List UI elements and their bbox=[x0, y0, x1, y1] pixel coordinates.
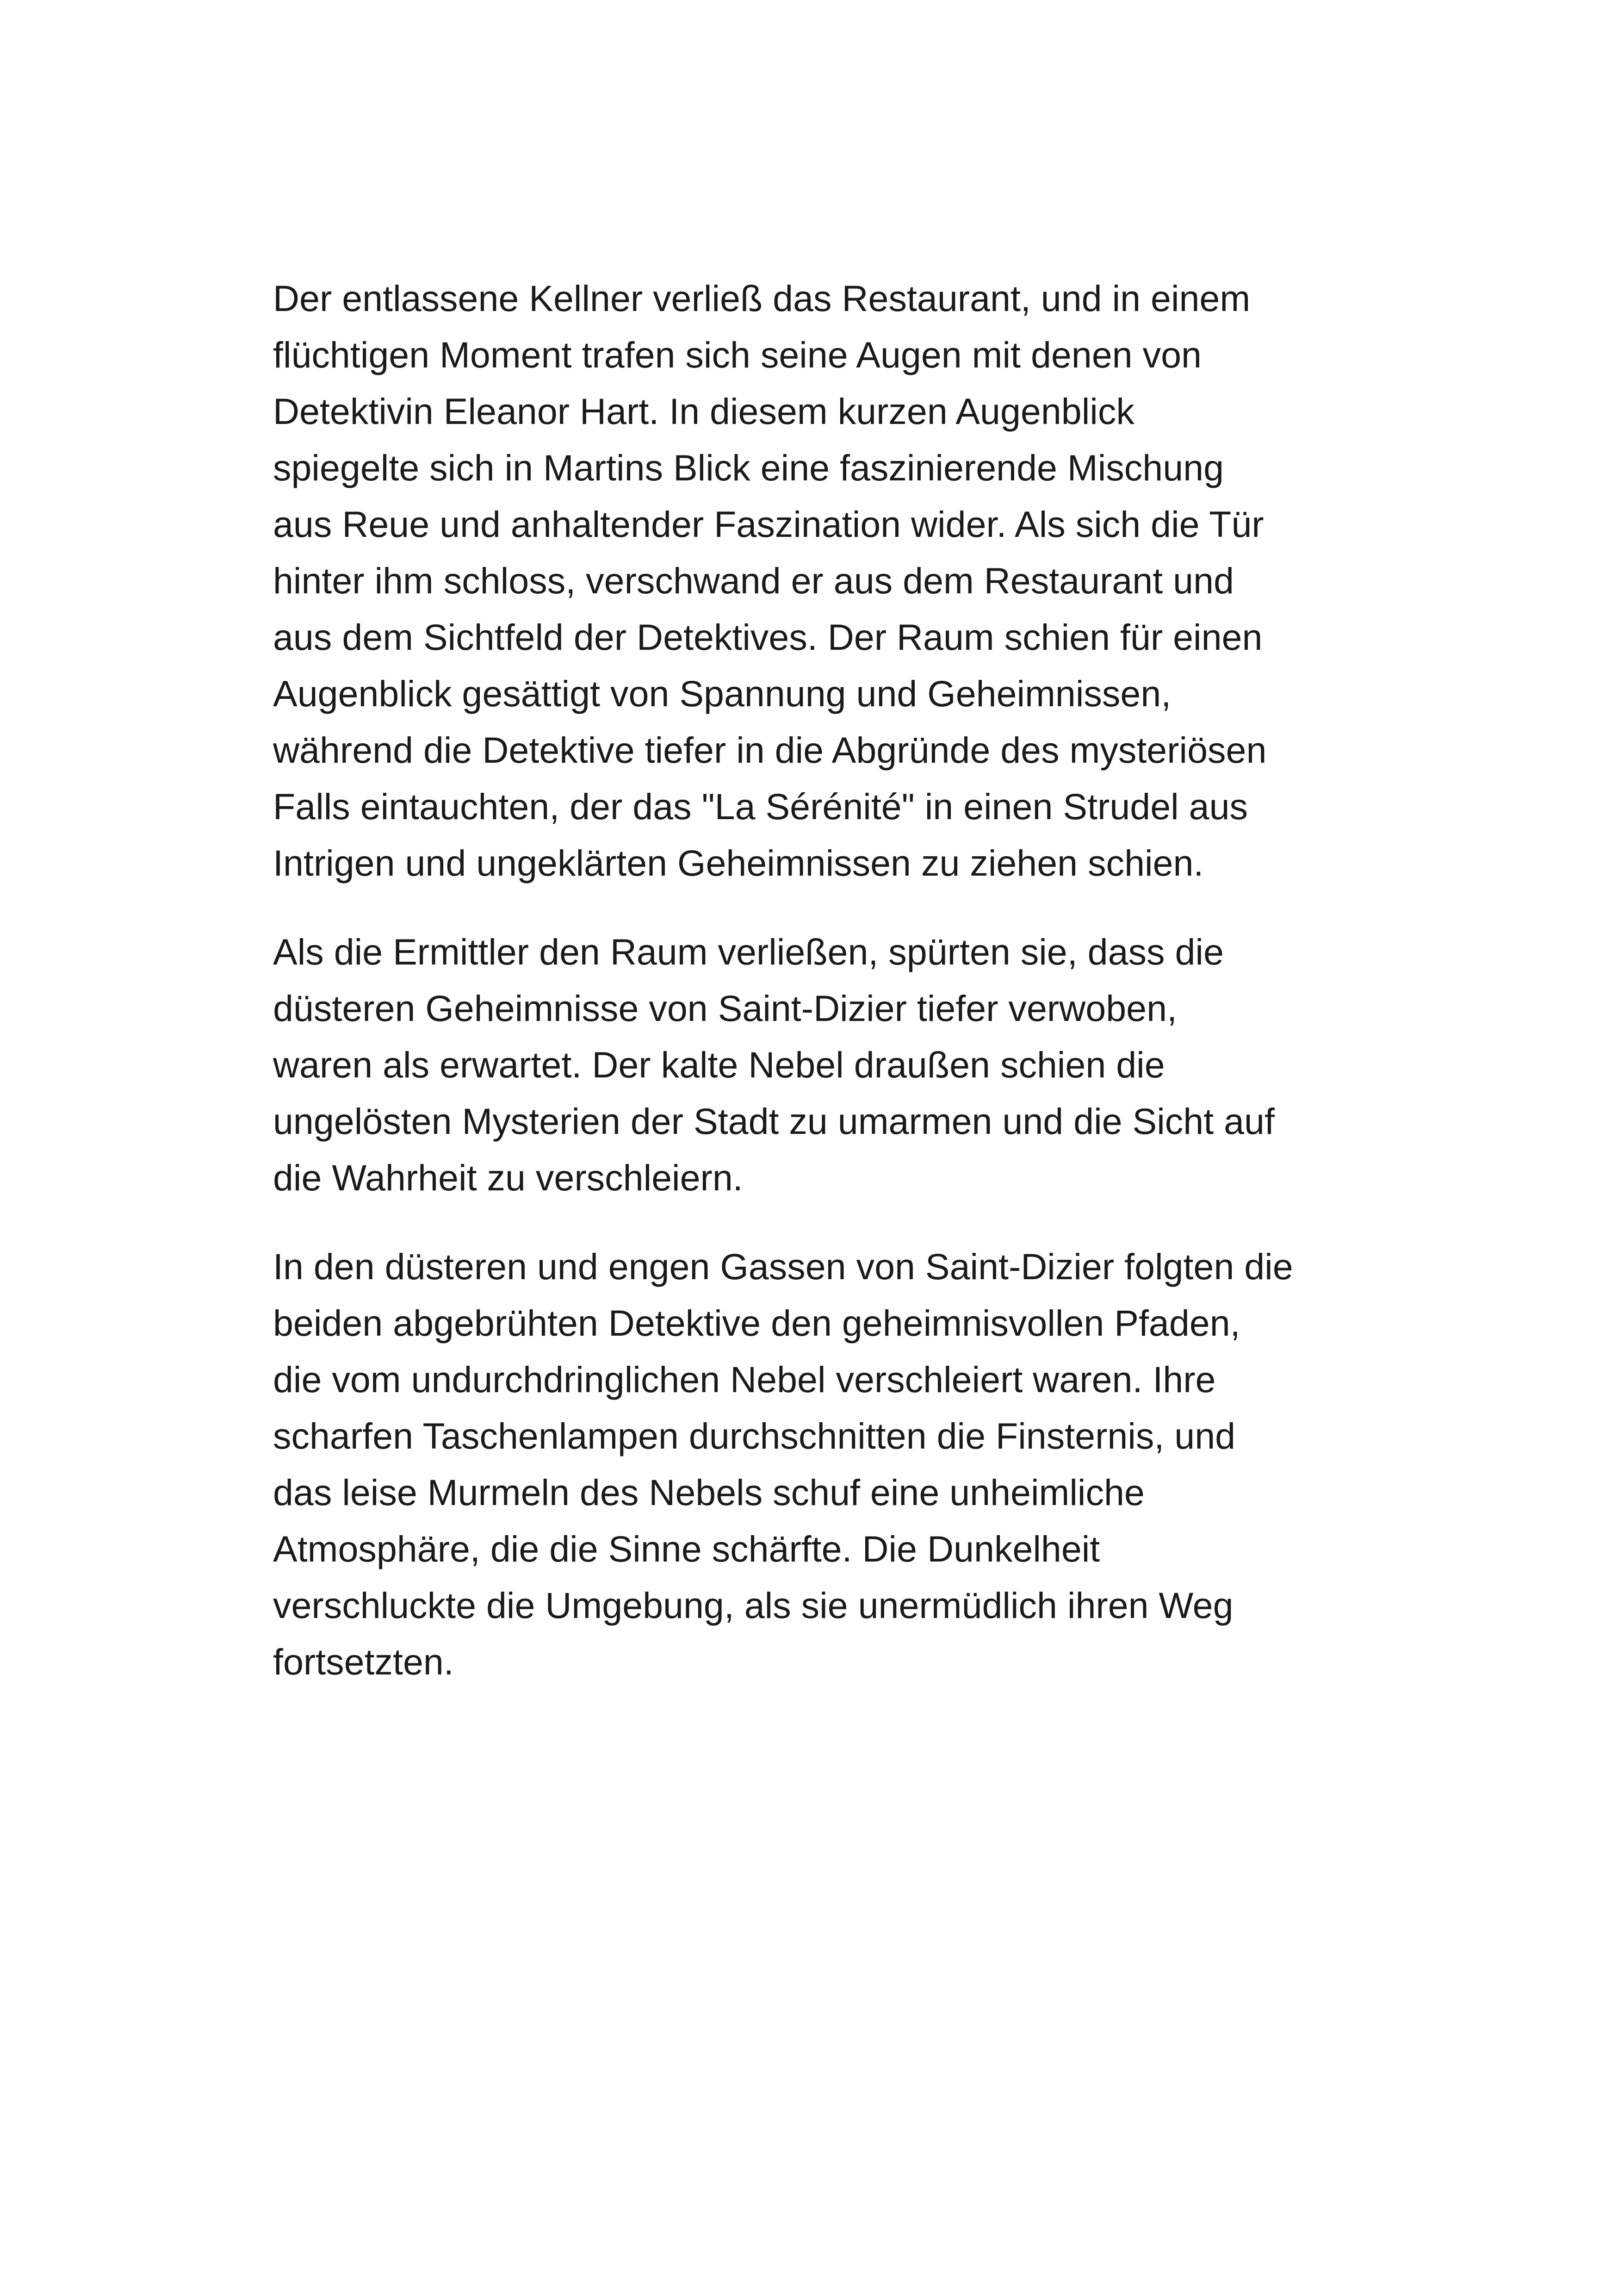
text-line: Detektivin Eleanor Hart. In diesem kurzen Augenblick bbox=[273, 391, 1134, 432]
text-line: hinter ihm schloss, verschwand er aus dem Restaurant und bbox=[273, 560, 1234, 601]
text-line: die Wahrheit zu verschleiern. bbox=[273, 1157, 743, 1198]
paragraph-1 bbox=[273, 270, 1351, 891]
text-line: düsteren Geheimnisse von Saint-Dizier tiefer verwoben, bbox=[273, 988, 1177, 1029]
text-line: Augenblick gesättigt von Spannung und Geheimnissen, bbox=[273, 673, 1172, 714]
body-text bbox=[273, 270, 1351, 1690]
text-line: während die Detektive tiefer in die Abgründe des mysteriösen bbox=[273, 729, 1267, 771]
text-line: Atmosphäre, die die Sinne schärfte. Die Dunkelheit bbox=[273, 1528, 1100, 1569]
text-line: waren als erwartet. Der kalte Nebel draußen schien die bbox=[273, 1044, 1165, 1085]
text-line: das leise Murmeln des Nebels schuf eine unheimliche bbox=[273, 1472, 1145, 1513]
paragraph-2 bbox=[273, 924, 1351, 1206]
text-line: aus Reue und anhaltender Faszination wider. Als sich die Tür bbox=[273, 504, 1264, 545]
text-line: Falls eintauchten, der das "La Sérénité" in einen Strudel aus bbox=[273, 786, 1248, 827]
text-line: scharfen Taschenlampen durchschnitten die Finsternis, und bbox=[273, 1415, 1236, 1456]
text-line: ungelösten Mysterien der Stadt zu umarmen und die Sicht auf bbox=[273, 1101, 1275, 1142]
text-line: flüchtigen Moment trafen sich seine Augen mit denen von bbox=[273, 334, 1202, 375]
text-line: verschluckte die Umgebung, als sie unermüdlich ihren Weg bbox=[273, 1585, 1234, 1626]
text-line: beiden abgebrühten Detektive den geheimnisvollen Pfaden, bbox=[273, 1302, 1240, 1344]
text-line: spiegelte sich in Martins Blick eine faszinierende Mischung bbox=[273, 447, 1224, 488]
paragraph-3 bbox=[273, 1238, 1351, 1690]
text-line: In den düsteren und engen Gassen von Saint-Dizier folgten die bbox=[273, 1246, 1293, 1287]
text-line: die vom undurchdringlichen Nebel verschleiert waren. Ihre bbox=[273, 1359, 1216, 1400]
text-line: Als die Ermittler den Raum verließen, spürten sie, dass die bbox=[273, 931, 1224, 972]
text-line: Intrigen und ungeklärten Geheimnissen zu ziehen schien. bbox=[273, 842, 1204, 884]
text-line: Der entlassene Kellner verließ das Restaurant, und in einem bbox=[273, 278, 1251, 319]
text-line: fortsetzten. bbox=[273, 1641, 454, 1682]
text-line: aus dem Sichtfeld der Detektives. Der Raum schien für einen bbox=[273, 616, 1263, 658]
